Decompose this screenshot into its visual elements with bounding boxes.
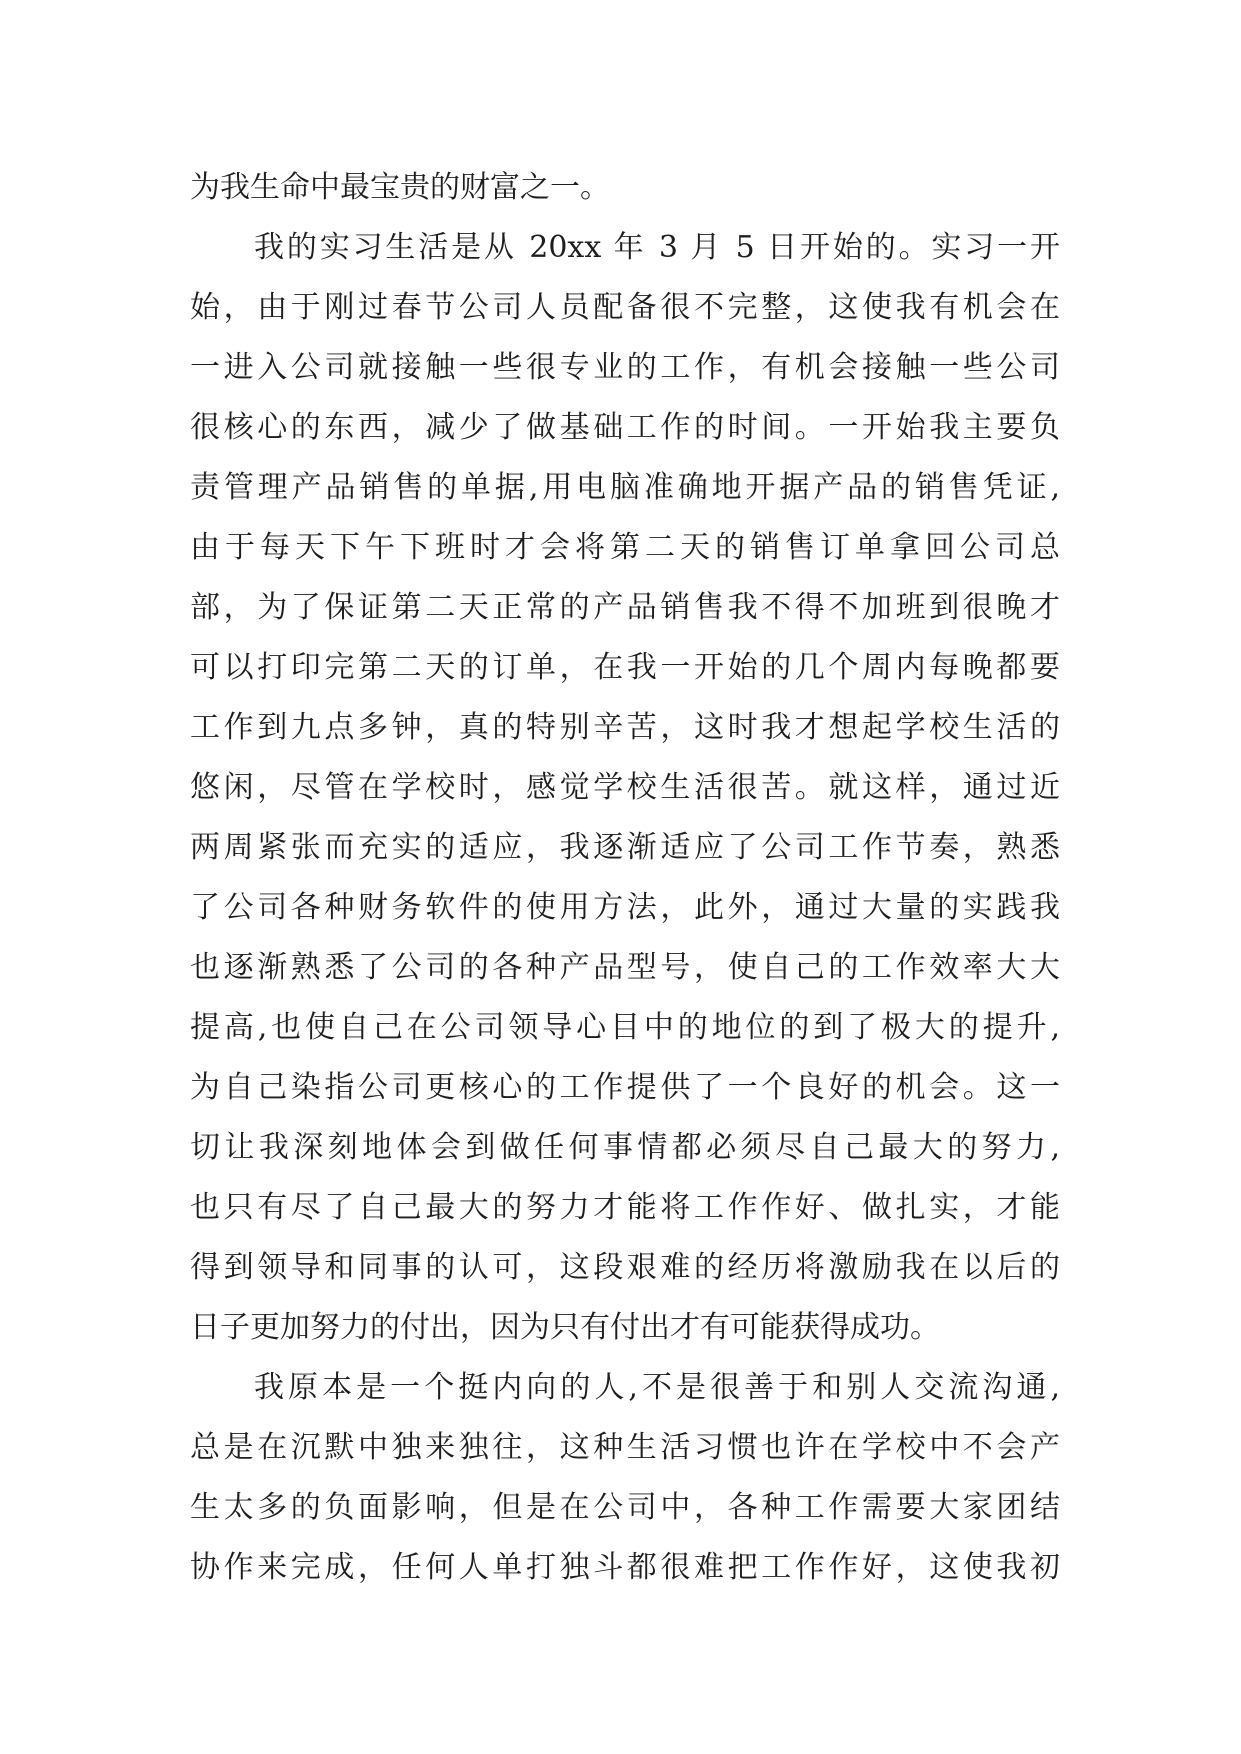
text-line: 也只有尽了自己最大的努力才能将工作作好、做扎实，才能: [190, 1190, 1060, 1225]
text-line: 协作来完成，任何人单打独斗都很难把工作作好，这使我初: [190, 1550, 1060, 1585]
text-line: 工作到九点多钟，真的特别辛苦，这时我才想起学校生活的: [190, 710, 1060, 745]
body-text: [190, 158, 1060, 1598]
text-line: 两周紧张而充实的适应，我逐渐适应了公司工作节奏，熟悉: [190, 830, 1060, 865]
text-line: 生太多的负面影响，但是在公司中，各种工作需要大家团结: [190, 1490, 1060, 1525]
text-line: 我原本是一个挺内向的人,不是很善于和别人交流沟通,: [254, 1370, 1060, 1405]
text-line: 部，为了保证第二天正常的产品销售我不得不加班到很晚才: [190, 590, 1060, 625]
text-line: 切让我深刻地体会到做任何事情都必须尽自己最大的努力,: [190, 1130, 1060, 1165]
text-line: 提高,也使自己在公司领导心目中的地位的到了极大的提升,: [190, 1010, 1060, 1045]
text-line: 日子更加努力的付出，因为只有付出才有可能获得成功。: [190, 1310, 940, 1345]
text-line: 为我生命中最宝贵的财富之一。: [190, 170, 610, 205]
text-line: 也逐渐熟悉了公司的各种产品型号，使自己的工作效率大大: [190, 950, 1060, 985]
text-line: 我的实习生活是从 20xx 年 3 月 5 日开始的。实习一开: [254, 230, 1060, 265]
text-line: 了公司各种财务软件的使用方法，此外，通过大量的实践我: [190, 890, 1060, 925]
text-line: 可以打印完第二天的订单，在我一开始的几个周内每晚都要: [190, 650, 1060, 685]
text-line: 始，由于刚过春节公司人员配备很不完整，这使我有机会在: [190, 290, 1060, 325]
text-line: 得到领导和同事的认可，这段艰难的经历将激励我在以后的: [190, 1250, 1060, 1285]
text-line: 责管理产品销售的单据,用电脑准确地开据产品的销售凭证,: [190, 470, 1060, 505]
text-line: 为自己染指公司更核心的工作提供了一个良好的机会。这一: [190, 1070, 1060, 1105]
paragraph-continuation: [190, 158, 1060, 218]
text-line: 由于每天下午下班时才会将第二天的销售订单拿回公司总: [190, 530, 1060, 565]
text-line: 一进入公司就接触一些很专业的工作，有机会接触一些公司: [190, 350, 1060, 385]
paragraph-personality: [190, 1358, 1060, 1598]
paragraph-internship-start: [190, 218, 1060, 1358]
text-line: 悠闲，尽管在学校时，感觉学校生活很苦。就这样，通过近: [190, 770, 1060, 805]
text-line: 很核心的东西，减少了做基础工作的时间。一开始我主要负: [190, 410, 1060, 445]
text-line: 总是在沉默中独来独往，这种生活习惯也许在学校中不会产: [190, 1430, 1060, 1465]
